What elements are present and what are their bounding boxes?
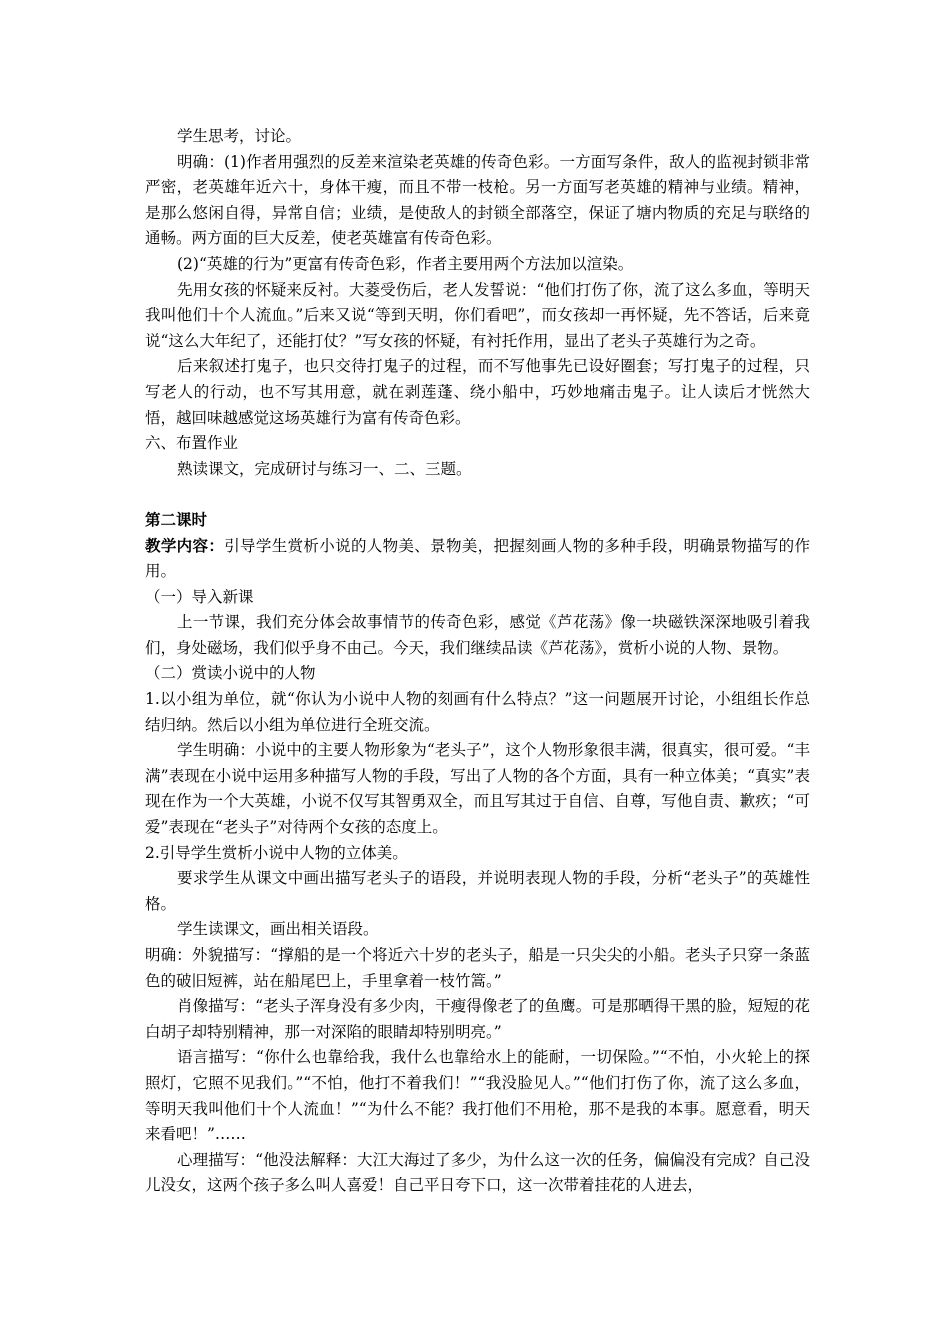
paragraph: 先用女孩的怀疑来反衬。大菱受伤后，老人发誓说：“他们打伤了你，流了这么多血，等明天我叫他们十个人流血。”后来又说“等到天明，你们看吧”，而女孩却一再怀疑，先不答话，后来竟说“这么大年纪了，还能打仗？”写女孩的怀疑，有衬托作用，显出了老头子英雄行为之奇。 xyxy=(145,280,810,350)
teaching-content xyxy=(145,534,810,585)
teaching-content-label: 教学内容： xyxy=(145,536,225,555)
paragraph: 上一节课，我们充分体会故事情节的传奇色彩，感觉《芦花荡》像一块磁铁深深地吸引着我们，身处磁场，我们似乎身不由己。今天，我们继续品读《芦花荡》，赏析小说的人物、景物。 xyxy=(145,613,810,657)
paragraph: 语言描写：“你什么也靠给我，我什么也靠给水上的能耐，一切保险。”“不怕，小火轮上的探照灯，它照不见我们。”“不怕，他打不着我们！”“我没脸见人。”“他们打伤了你，流了这么多血，等明天我叫他们十个人流血！”“为什么不能？我打他们不用枪，那不是我的本事。愿意看，明天来看吧！”…… xyxy=(145,1048,810,1144)
paragraph: 明确：外貌描写：“撑船的是一个将近六十岁的老头子，船是一只尖尖的小船。老头子只穿一条蓝色的破旧短裤，站在船尾巴上，手里拿着一枝竹篙。” xyxy=(145,946,810,990)
list-item: 2.引导学生赏析小说中人物的立体美。 xyxy=(145,843,408,862)
paragraph: 肖像描写：“老头子浑身没有多少肉，干瘦得像老了的鱼鹰。可是那晒得干黑的脸，短短的花白胡子却特别精神，那一对深陷的眼睛却特别明亮。” xyxy=(145,997,810,1041)
lesson-title: 第二课时 xyxy=(145,510,208,529)
paragraph: 学生明确：小说中的主要人物形象为“老头子”，这个人物形象很丰满，很真实，很可爱。“丰满”表现在小说中运用多种描写人物的手段，写出了人物的各个方面，具有一种立体美；“真实”表现在作为一个大英雄，小说不仅写其智勇双全，而且写其过于自信、自尊，写他自责、歉疚；“可爱”表现在“老头子”对待两个女孩的态度上。 xyxy=(145,741,810,837)
paragraph: 学生读课文，画出相关语段。 xyxy=(177,920,379,939)
paragraph: 后来叙述打鬼子，也只交待打鬼子的过程，而不写他事先已设好圈套；写打鬼子的过程，只写老人的行动，也不写其用意，就在剥莲蓬、绕小船中，巧妙地痛击鬼子。让人读后才恍然大悟，越回味越感觉这场英雄行为富有传奇色彩。 xyxy=(145,357,810,427)
paragraph: 学生思考，讨论。 xyxy=(177,127,302,145)
teaching-content-text: 引导学生赏析小说的人物美、景物美，把握刻画人物的多种手段，明确景物描写的作用。 xyxy=(145,536,810,581)
paragraph: 心理描写：“他没法解释：大江大海过了多少，为什么这一次的任务，偏偏没有完成？自己没儿没女，这两个孩子多么叫人喜爱！自己平日夸下口，这一次带着挂花的人进去， xyxy=(145,1150,810,1195)
section-heading: （一）导入新课 xyxy=(145,587,254,606)
paragraph: 明确：(1)作者用强烈的反差来渲染老英雄的传奇色彩。一方面写条件，敌人的监视封锁非常严密，老英雄年近六十，身体干瘦，而且不带一枝枪。另一方面写老英雄的精神与业绩。精神，是那么悠闲自得，异常自信；业绩，是使敌人的封锁全部落空，保证了塘内物质的充足与联络的通畅。两方面的巨大反差，使老英雄富有传奇色彩。 xyxy=(145,152,810,248)
spacer xyxy=(145,482,810,508)
paragraph: 熟读课文，完成研讨与练习一、二、三题。 xyxy=(177,459,472,478)
section-heading: 六、布置作业 xyxy=(145,434,239,453)
paragraph: (2)“英雄的行为”更富有传奇色彩，作者主要用两个方法加以渲染。 xyxy=(177,254,634,273)
section-heading: （二）赏读小说中的人物 xyxy=(145,664,316,683)
document-page xyxy=(145,124,810,1199)
list-item: 1.以小组为单位，就“你认为小说中人物的刻画有什么特点？”这一问题展开讨论，小组组长作总结归纳。然后以小组为单位进行全班交流。 xyxy=(145,690,810,734)
paragraph: 要求学生从课文中画出描写老头子的语段，并说明表现人物的手段，分析“老头子”的英雄性格。 xyxy=(145,869,810,913)
